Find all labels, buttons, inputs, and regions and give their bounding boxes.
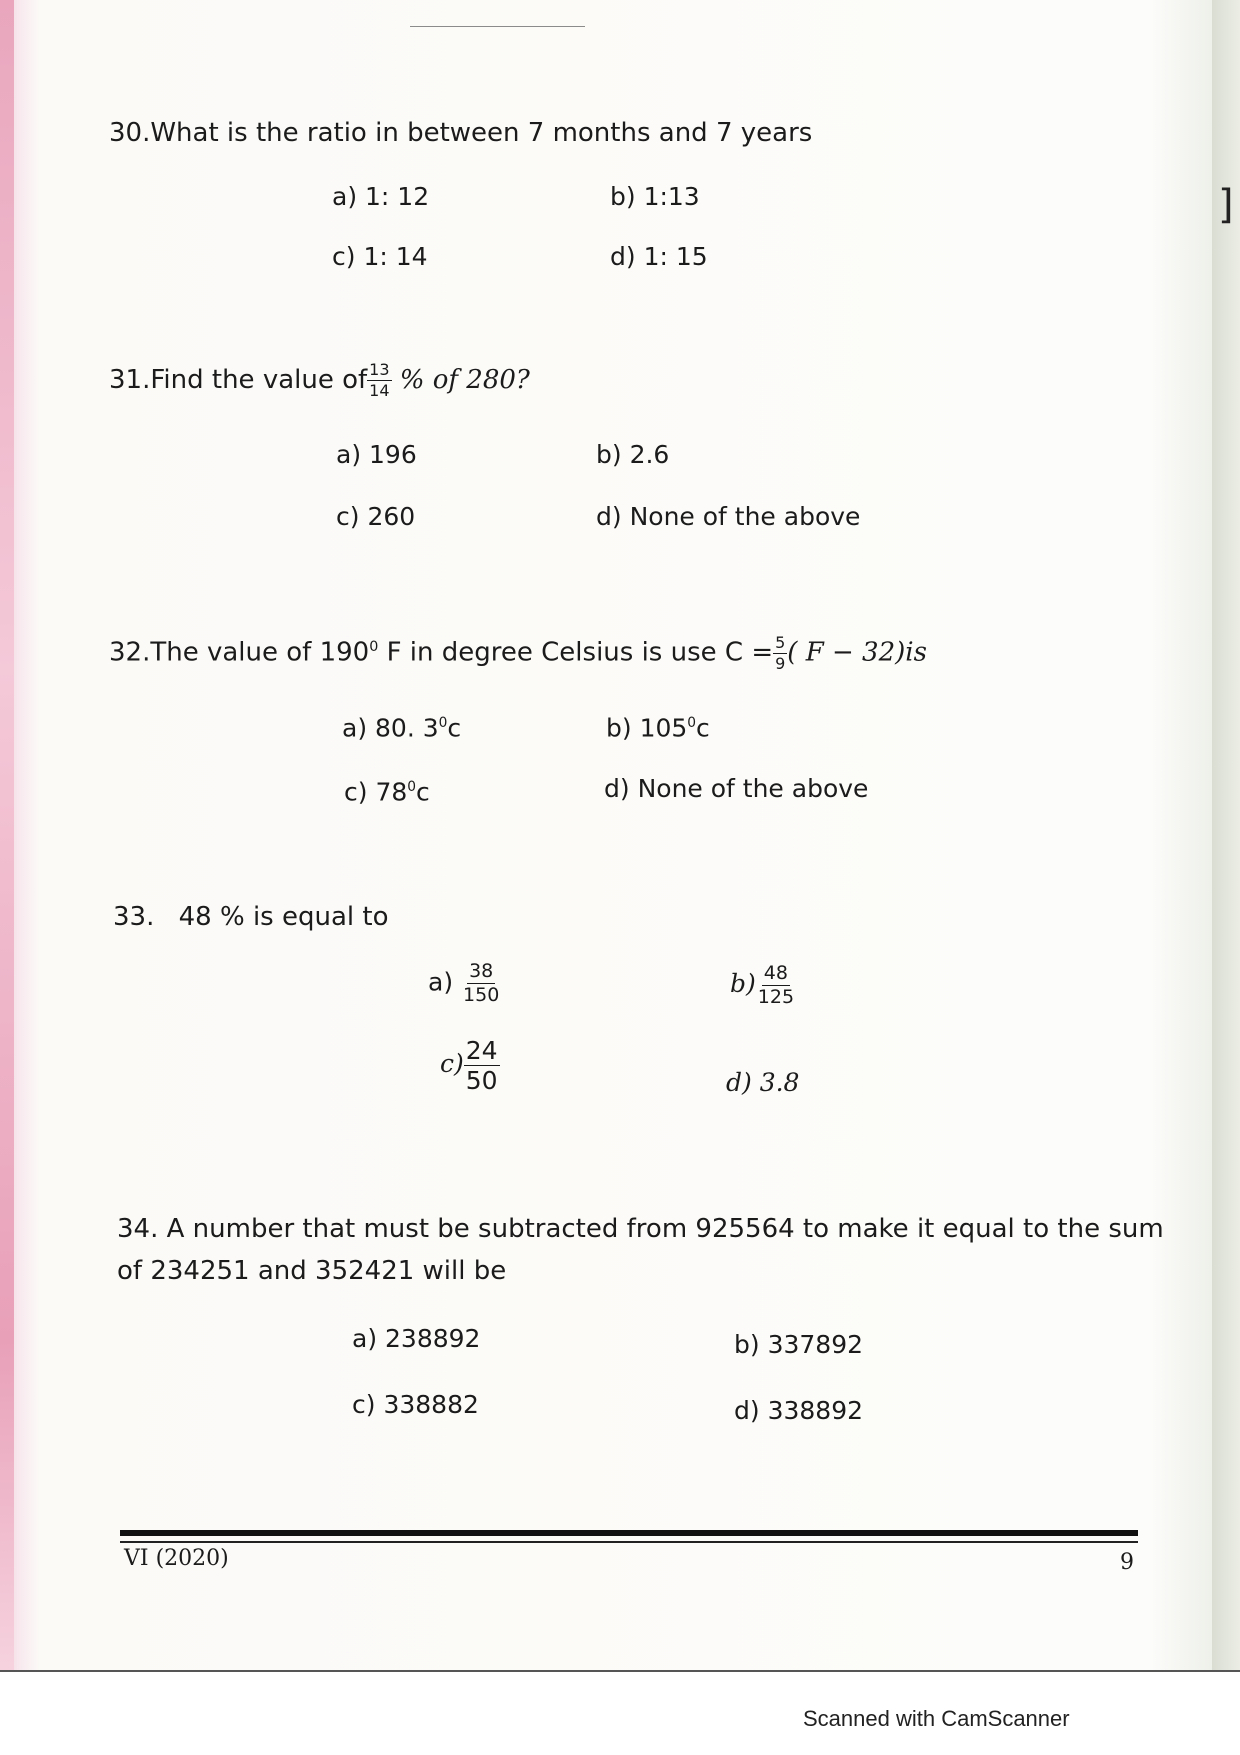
q32-text-mid: F in degree Celsius is use C =: [378, 637, 774, 668]
q34-option-d: d) 338892: [734, 1396, 864, 1425]
footer-class-year: VI (2020): [124, 1546, 229, 1571]
q31-option-b: b) 2.6: [596, 440, 670, 469]
q32-degree: 0: [369, 639, 379, 655]
q32-text-after: ( F − 32)is: [787, 637, 927, 668]
q33-b-fraction: [756, 964, 796, 1007]
q32-b-pre: b) 105: [606, 713, 688, 743]
question-34-line-2: of 234251 and 352421 will be: [117, 1256, 507, 1286]
footer-rule-thick: [120, 1530, 1138, 1536]
q32-b-post: c: [696, 713, 710, 743]
q33-option-b: [730, 964, 796, 1007]
q33-a-fraction: [461, 962, 501, 1005]
q33-option-c: [440, 1038, 500, 1093]
q33-c-label: c): [440, 1049, 464, 1078]
q30-option-a: a) 1: 12: [332, 182, 430, 211]
q30-option-d: d) 1: 15: [610, 242, 708, 271]
question-33: [113, 902, 388, 932]
q32-option-a: [342, 708, 461, 743]
q32-option-b: [606, 708, 710, 743]
q31-fraction: [367, 362, 391, 399]
q32-a-post: c: [447, 713, 462, 743]
q33-a-label: a): [428, 967, 454, 997]
q33-a-num: 38: [469, 960, 494, 982]
page-number: 9: [1120, 1550, 1134, 1575]
q30-option-b: b) 1:13: [610, 182, 700, 211]
question-34-line-1: 34. A number that must be subtracted from 925564 to make it equal to the sum: [117, 1214, 1164, 1244]
q32-a-sup: 0: [438, 715, 448, 731]
header-rule: [410, 26, 585, 27]
q32-frac-num: 5: [775, 632, 786, 652]
q32-c-post: c: [416, 777, 430, 807]
q31-text-after: % of 280?: [399, 365, 530, 395]
q33-c-num: 24: [465, 1036, 498, 1065]
q32-b-sup: 0: [687, 715, 697, 731]
q33-c-fraction: [464, 1038, 500, 1093]
question-32: [109, 632, 927, 672]
q33-option-a: [428, 962, 501, 1005]
q31-text-before: 31.Find the value of: [109, 365, 368, 395]
q31-frac-num: 13: [369, 360, 390, 379]
q32-option-c: [344, 772, 430, 807]
q33-b-num: 48: [763, 962, 788, 984]
q34-option-b: b) 337892: [734, 1330, 864, 1359]
paper-edge: [0, 0, 14, 1675]
q32-frac-den: 9: [775, 653, 786, 673]
adjacent-page-strip: [1212, 0, 1240, 1675]
footer-rule-thin: [120, 1541, 1138, 1543]
question-31: [109, 362, 530, 399]
q34-option-c: c) 338882: [352, 1390, 479, 1419]
q33-number: 33.: [113, 902, 155, 932]
q32-c-pre: c) 78: [344, 777, 408, 807]
q32-c-sup: 0: [407, 779, 417, 795]
q32-fraction: [773, 632, 787, 673]
q33-b-label: b): [730, 969, 756, 998]
q32-text-before: 32.The value of 190: [109, 637, 370, 668]
q31-frac-den: 14: [369, 381, 390, 400]
q32-a-pre: a) 80. 3: [342, 713, 439, 743]
q31-option-d: d) None of the above: [596, 502, 861, 531]
scanner-watermark: Scanned with CamScanner: [803, 1706, 1070, 1731]
margin-bracket: ]: [1218, 182, 1234, 228]
q33-a-den: 150: [463, 984, 500, 1006]
q33-text: 48 % is equal to: [178, 902, 389, 932]
q33-c-den: 50: [465, 1066, 498, 1095]
question-30: 30.What is the ratio in between 7 months and 7 years: [109, 118, 813, 148]
q32-option-d: d) None of the above: [604, 774, 869, 803]
q31-option-a: a) 196: [336, 440, 417, 469]
q33-b-den: 125: [757, 986, 795, 1008]
q30-option-c: c) 1: 14: [332, 242, 428, 271]
q31-option-c: c) 260: [336, 502, 416, 531]
q33-option-d: d) 3.8: [726, 1068, 800, 1097]
q34-option-a: a) 238892: [352, 1324, 481, 1353]
paper-bottom-edge: [0, 1670, 1240, 1672]
